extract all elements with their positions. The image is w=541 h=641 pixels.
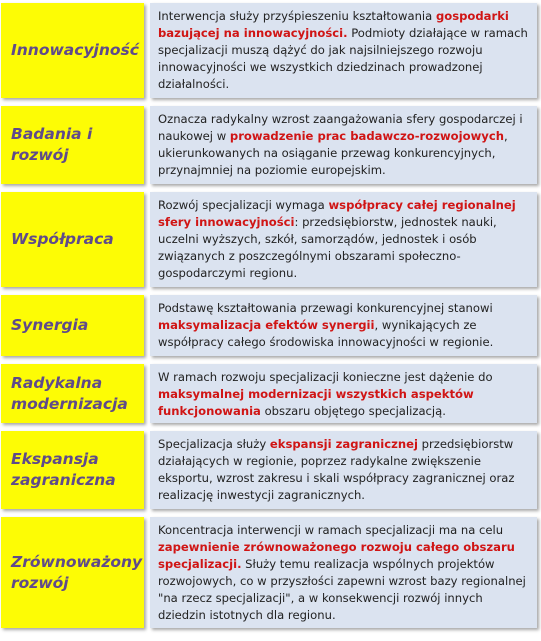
highlighted-phrase: prowadzenie prac badawczo-rozwojowych xyxy=(229,129,504,143)
description-text: Koncentracja interwencji w ramach specjalizacji ma na celu xyxy=(158,523,504,537)
highlighted-phrase: maksymalnej modernizacji wszystkich aspektów funkcjonowania xyxy=(158,387,474,418)
description-cell xyxy=(150,431,537,509)
label-cell xyxy=(1,192,144,287)
description-cell xyxy=(150,517,537,628)
description-text: przedsiębiorstw działających w regionie, poprzez radykalne zwiększenie eksportu, wzrost zakresu i skali współpracy zagranicznej oraz realizację inwestycji zagranicznych. xyxy=(158,437,515,502)
description-cell xyxy=(150,192,537,287)
description-cell xyxy=(150,106,537,184)
table-row xyxy=(1,3,537,98)
table-row xyxy=(1,364,537,423)
description-text: Oznacza radykalny wzrost zaangażowania sfery gospodarczej i naukowej w xyxy=(158,112,523,143)
description-text: : przedsiębiorstw, jednostek nauki, uczelni wyższych, szkół, samorządów, jednostek i osób związanych z poszczególnymi obszarami społeczno-gospodarczymi regionu. xyxy=(158,215,497,280)
row-label: Radykalna modernizacja xyxy=(11,373,128,413)
highlighted-phrase: współpracy całej regionalnej sfery innowacyjności xyxy=(158,198,516,229)
row-label: Współpraca xyxy=(11,230,114,248)
label-cell xyxy=(1,106,144,184)
highlighted-phrase: ekspansji zagranicznej xyxy=(269,437,418,451)
description-cell xyxy=(150,3,537,98)
row-label: Ekspansja zagraniczna xyxy=(11,450,116,489)
table-row xyxy=(1,295,537,356)
description-text: Specjalizacja służy xyxy=(158,437,270,451)
description-text: , ukierunkowanych na osiąganie przewag konkurencyjnych, przynajmniej na poziomie europejskim. xyxy=(158,129,508,177)
description-cell xyxy=(150,295,537,356)
description-text: Podstawę kształtowania przewagi konkurencyjnej stanowi xyxy=(158,301,493,315)
description-text: Rozwój specjalizacji wymaga xyxy=(158,198,329,212)
highlighted-phrase: zapewnienie zrównoważonego rozwoju całego obszaru specjalizacji. xyxy=(158,540,515,571)
row-label: Synergia xyxy=(11,316,89,334)
highlighted-phrase: maksymalizacja efektów synergii xyxy=(158,318,375,332)
label-cell xyxy=(1,364,144,423)
description-text: , wynikających ze współpracy całego środowiska innowacyjności w regionie. xyxy=(158,318,494,349)
table-row xyxy=(1,192,537,287)
label-cell xyxy=(1,295,144,356)
description-text: Interwencja służy przyśpieszeniu kształtowania xyxy=(158,9,436,23)
description-text: W ramach rozwoju specjalizacji konieczne jest dążenie do xyxy=(158,370,493,384)
description-text: Podmioty działające w ramach specjalizacji muszą dążyć do jak najsilniejszego rozwoju innowacyjności we wszystkich dziedzinach prowadzonej działalności. xyxy=(158,26,528,91)
label-cell xyxy=(1,431,144,509)
row-label: Badania i rozwój xyxy=(11,125,93,164)
row-label: Zrównoważony rozwój xyxy=(11,552,143,592)
description-text: obszaru objętego specjalizacją. xyxy=(260,404,446,418)
row-label: Innowacyjność xyxy=(11,41,139,59)
principles-table xyxy=(1,3,537,636)
description-text: Służy temu realizacja wspólnych projektów rozwojowych, co w przyszłości zapewni wzrost bazy regionalnej "na rzecz specjalizacji", a w konsekwencji rozwój innych dziedzin istotnych dla regionu. xyxy=(158,557,526,622)
table-row xyxy=(1,431,537,509)
table-row xyxy=(1,517,537,628)
highlighted-phrase: gospodarki bazującej na innowacyjności. xyxy=(158,9,509,40)
description-cell xyxy=(150,364,537,423)
table-row xyxy=(1,106,537,184)
label-cell xyxy=(1,3,144,98)
label-cell xyxy=(1,517,144,628)
